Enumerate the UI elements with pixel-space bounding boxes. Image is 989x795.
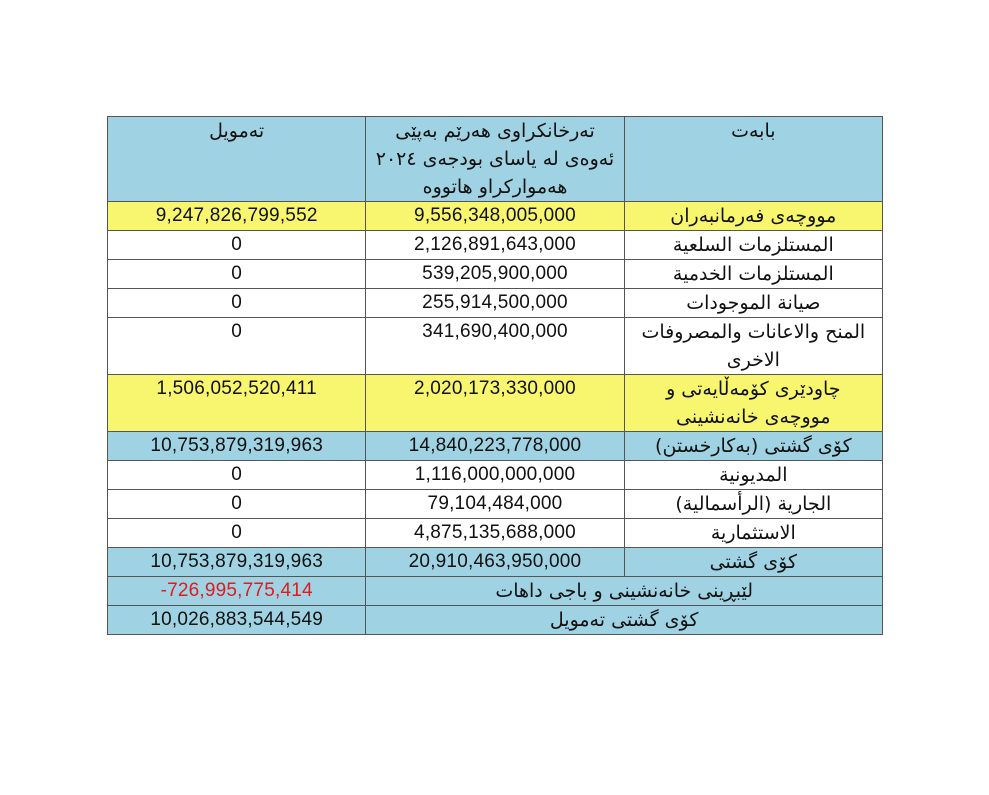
item-cell: المستلزمات السلعية <box>624 231 882 260</box>
funding-cell: 0 <box>108 260 366 289</box>
total-funding-label-cell: كۆی گشتی تەمویل <box>366 606 883 635</box>
budget-cell: 20,910,463,950,000 <box>366 548 624 577</box>
subtotal-row <box>108 432 883 461</box>
total-funding-row <box>108 606 883 635</box>
budget-cell: 539,205,900,000 <box>366 260 624 289</box>
item-cell: الاستثمارية <box>624 519 882 548</box>
item-cell: كۆی گشتی (بەكارخستن) <box>624 432 882 461</box>
funding-cell: 10,753,879,319,963 <box>108 548 366 577</box>
funding-cell: 10,753,879,319,963 <box>108 432 366 461</box>
budget-cell: 14,840,223,778,000 <box>366 432 624 461</box>
item-cell: المستلزمات الخدمية <box>624 260 882 289</box>
item-cell: چاودێری كۆمەڵایەتی و مووچەی خانەنشینی <box>624 375 882 432</box>
item-cell: صيانة الموجودات <box>624 289 882 318</box>
table-row <box>108 519 883 548</box>
table-row <box>108 202 883 231</box>
header-item: بابەت <box>624 117 882 202</box>
header-funding: تەمویل <box>108 117 366 202</box>
funding-cell: 9,247,826,799,552 <box>108 202 366 231</box>
budget-cell: 79,104,484,000 <box>366 490 624 519</box>
item-cell: المنح والاعانات والمصروفات الاخرى <box>624 318 882 375</box>
deduction-label-cell: لێبڕینی خانەنشینی و باجی داهات <box>366 577 883 606</box>
total-row <box>108 548 883 577</box>
item-cell: مووچەی فەرمانبەران <box>624 202 882 231</box>
funding-cell: 0 <box>108 519 366 548</box>
deduction-funding-cell: -726,995,775,414 <box>108 577 366 606</box>
table-row <box>108 375 883 432</box>
budget-cell: 2,020,173,330,000 <box>366 375 624 432</box>
item-cell: المديونية <box>624 461 882 490</box>
header-budget: تەرخانكراوی هەرێم بەپێی ئەوەی لە یاسای بودجەی ٢٠٢٤ هەمواركراو هاتووە <box>366 117 624 202</box>
budget-cell: 4,875,135,688,000 <box>366 519 624 548</box>
budget-cell: 255,914,500,000 <box>366 289 624 318</box>
budget-table <box>107 116 883 635</box>
budget-cell: 1,116,000,000,000 <box>366 461 624 490</box>
table-header-row <box>108 117 883 202</box>
funding-cell: 1,506,052,520,411 <box>108 375 366 432</box>
funding-cell: 0 <box>108 461 366 490</box>
table-row <box>108 490 883 519</box>
budget-table-container <box>107 116 883 635</box>
table-row <box>108 289 883 318</box>
funding-cell: 0 <box>108 490 366 519</box>
table-row <box>108 461 883 490</box>
budget-cell: 341,690,400,000 <box>366 318 624 375</box>
table-row <box>108 260 883 289</box>
total-funding-cell: 10,026,883,544,549 <box>108 606 366 635</box>
budget-cell: 2,126,891,643,000 <box>366 231 624 260</box>
funding-cell: 0 <box>108 318 366 375</box>
deduction-row <box>108 577 883 606</box>
table-row <box>108 318 883 375</box>
item-cell: الجارية (الرأسمالية) <box>624 490 882 519</box>
budget-cell: 9,556,348,005,000 <box>366 202 624 231</box>
funding-cell: 0 <box>108 289 366 318</box>
item-cell: كۆی گشتی <box>624 548 882 577</box>
table-row <box>108 231 883 260</box>
funding-cell: 0 <box>108 231 366 260</box>
